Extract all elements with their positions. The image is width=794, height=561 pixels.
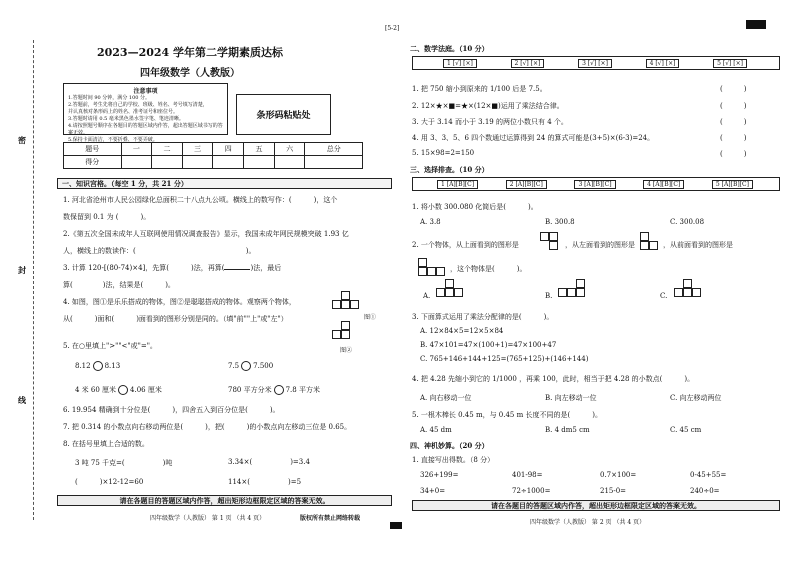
- choice-q5-opt-a[interactable]: A. 45 dm: [420, 426, 452, 434]
- q3-line-a: 3. 计算 120-[(80-74)×4]，先算( )法，再算( )法，最后: [63, 264, 282, 272]
- score-header: 二: [152, 143, 183, 156]
- q5-compare-row1: 8.12 8.13: [75, 362, 121, 370]
- choice-q2-line-b: ，从左面看到的图形是: [565, 241, 635, 249]
- seal-line: [33, 40, 34, 520]
- choice-q1-opt-c[interactable]: C. 300.08: [670, 218, 705, 226]
- choice-q2-opt-b[interactable]: B.: [545, 292, 553, 300]
- q8-row2b: 114×( )=5: [228, 478, 302, 486]
- judge-answer-5[interactable]: 5 [√] [×]: [713, 59, 747, 68]
- score-header: 四: [213, 143, 244, 156]
- notice-item: 5.保持卡面清洁，不要折叠、不要弄破。: [68, 137, 158, 143]
- choice-answer-3[interactable]: 3 [A][B][C]: [574, 180, 615, 189]
- section3-title: 三、选择排查。（10 分）: [410, 165, 489, 174]
- q2-line-a: 2.《第五次全国未成年人互联网使用情况调查报告》显示，我国未成年网民规模突破 1.93 亿: [63, 230, 349, 238]
- calc-item[interactable]: 72÷1000=: [512, 487, 551, 495]
- score-cell[interactable]: [213, 156, 244, 169]
- exam-title: 2023—2024 学年第二学期素质达标: [96, 46, 284, 59]
- judge-answer-paren[interactable]: ( ): [720, 85, 747, 93]
- q5-compare-row2: 4 米 60 厘米 4.06 厘米: [75, 386, 162, 394]
- q8-row1a: 3 吨 75 千克=( )吨: [75, 459, 173, 467]
- notice-title: 注意事项: [133, 88, 158, 95]
- q4-line-a: 4. 如图，图①是乐乐搭成的物体，图②是聪聪搭成的物体。观察两个物体，: [63, 298, 296, 306]
- compare-circle[interactable]: [93, 361, 103, 371]
- calc-item[interactable]: 0-45+55=: [690, 471, 727, 479]
- calc-item[interactable]: 34+0=: [420, 487, 446, 495]
- choice-answer-1[interactable]: 1 [A][B][C]: [437, 180, 478, 189]
- judge-answer-paren[interactable]: ( ): [720, 102, 747, 110]
- seal-label-mi: 密: [18, 135, 26, 145]
- calc-item[interactable]: 240÷0=: [690, 487, 720, 495]
- choice-q3-opt-c[interactable]: C. 765+146+144+125=(765+125)+(146+144): [420, 355, 589, 363]
- exam-subtitle: 四年级数学（人教版）: [140, 68, 240, 79]
- section3-answer-box: [412, 177, 780, 191]
- q8-row2a: ( )×12-12=60: [75, 478, 144, 486]
- notice-item: 1.答题时间 90 分钟，满分 100 分。: [68, 95, 151, 101]
- q2-line-b: 人，横线上的数读作：( )。: [63, 247, 256, 255]
- judge-q1: 1. 把 750 缩小到原来的 1/100 后是 7.5。: [412, 85, 547, 93]
- q3-line-b: 算( )法，结果是( )。: [63, 281, 175, 289]
- choice-q4: 4. 把 4.28 先缩小到它的 1/1000 ，再乘 100，此时，相当于把 4.28 的小数点( )。: [412, 375, 695, 383]
- judge-answer-1[interactable]: 1 [√] [×]: [443, 59, 477, 68]
- judge-answer-4[interactable]: 4 [√] [×]: [646, 59, 680, 68]
- notice-item: 并认真核对条形码上的姓名、准考证号和座位号。: [68, 109, 179, 115]
- corner-marker-bottom-center: [390, 522, 402, 529]
- score-cell[interactable]: [182, 156, 213, 169]
- choice-answer-2[interactable]: 2 [A][B][C]: [506, 180, 547, 189]
- q5-compare-row1b: 7.5 7.500: [228, 362, 274, 370]
- barcode-area: 条形码粘贴处: [236, 94, 331, 135]
- score-header: 三: [182, 143, 213, 156]
- judge-q3: 3. 大于 3.14 而小于 3.19 的两位小数只有 4 个。: [412, 118, 568, 126]
- choice-q1: 1. 将小数 300.080 化简后是( )。: [412, 203, 538, 211]
- calc-item[interactable]: 326+199=: [420, 471, 459, 479]
- score-header: 总分: [305, 143, 363, 156]
- score-header: 六: [274, 143, 305, 156]
- q8-row1b: 3.34×( )=3.4: [228, 458, 310, 466]
- calc-item[interactable]: 0.7×100=: [600, 471, 637, 479]
- choice-q4-opt-a[interactable]: A. 向右移动一位: [420, 394, 472, 402]
- choice-q2-line-d: ，这个物体是( )。: [450, 265, 527, 273]
- choice-q5-opt-c[interactable]: C. 45 cm: [670, 426, 702, 434]
- judge-q4: 4. 用 3、3、5、6 四个数通过运算得到 24 的算式可能是(3+5)×(6-3)=24。: [412, 134, 655, 142]
- choice-q2-line-a: 2. 一个物体，从上面看到的图形是: [412, 241, 519, 249]
- judge-q5: 5. 15×98=2=150: [412, 149, 475, 157]
- choice-q2-opt-a[interactable]: A.: [423, 292, 431, 300]
- section2-answer-box: [412, 56, 780, 70]
- choice-q5-opt-b[interactable]: B. 4 dm5 cm: [545, 426, 590, 434]
- figure2-label: 图②: [340, 347, 353, 354]
- top-mark-label: [5-2]: [385, 25, 400, 32]
- compare-circle[interactable]: [118, 385, 128, 395]
- q1-line-a: 1. 河北省沧州市人民公园绿化总面积二十八点九公顷。横线上的数写作：( )，这个: [63, 196, 338, 204]
- score-cell[interactable]: [121, 156, 152, 169]
- choice-q3: 3. 下面算式运用了乘法分配律的是( )。: [412, 313, 554, 321]
- score-table: [63, 142, 363, 169]
- copyright-note: 版权所有禁止网络转载: [300, 515, 361, 522]
- section2-title: 二、数学法庭。（10 分）: [410, 44, 489, 53]
- judge-answer-2[interactable]: 2 [√] [×]: [511, 59, 545, 68]
- choice-q1-opt-b[interactable]: B. 300.8: [545, 218, 575, 226]
- right-footer-warning: 请在各题目的答题区域内作答，超出矩形边框限定区域的答案无效。: [412, 500, 780, 511]
- score-header: 一: [121, 143, 152, 156]
- answer-blank[interactable]: [224, 269, 250, 270]
- seal-label-xian: 线: [18, 395, 26, 405]
- figure1-label: 图①: [364, 314, 377, 321]
- score-cell[interactable]: [244, 156, 275, 169]
- left-page-number: 四年级数学（人教版） 第 1 页 （共 4 页）: [150, 515, 266, 522]
- judge-answer-paren[interactable]: ( ): [720, 150, 747, 158]
- calc-subtitle: 1. 直接写出得数。（8 分）: [412, 456, 495, 464]
- q6-line: 6. 19.954 精确到十分位是( )，四舍五入到百分位是( )。: [63, 406, 280, 414]
- compare-circle[interactable]: [274, 385, 284, 395]
- q5-title: 5. 在○里填上">""<"或"="。: [63, 342, 157, 350]
- choice-q3-opt-b[interactable]: B. 47×101=47×(100+1)=47×100+47: [420, 341, 557, 349]
- choice-q2-line-c: ，从前面看到的图形是: [663, 241, 733, 249]
- section1-title: 一、知识宫格。（每空 1 分，共 21 分）: [57, 178, 392, 189]
- choice-q1-opt-a[interactable]: A. 3.8: [420, 218, 441, 226]
- notice-item: 3.答题时请用 0.5 毫米黑色墨水签字笔、笔迹清晰。: [68, 116, 184, 122]
- q8-title: 8. 在括号里填上合适的数。: [63, 440, 149, 448]
- right-page-number: 四年级数学（人教版） 第 2 页 （共 4 页）: [530, 519, 646, 526]
- judge-q2: 2. 12×★×■=★×(12×■)运用了乘法结合律。: [412, 102, 564, 110]
- choice-answer-5[interactable]: 5 [A][B][C]: [712, 180, 753, 189]
- q1-line-b: 数保留到 0.1 为 ( )。: [63, 213, 151, 221]
- score-cell[interactable]: [152, 156, 183, 169]
- notice-item: 2.答题前，考生先将自己的学校、班级、姓名、考号填写清楚，: [68, 102, 208, 108]
- q7-line: 7. 把 0.314 的小数点向右移动两位是( )，把( )的小数点向左移动三位是 0.65。: [63, 423, 352, 431]
- judge-answer-paren[interactable]: ( ): [720, 118, 747, 126]
- choice-q4-opt-c[interactable]: C. 向左移动两位: [670, 394, 722, 402]
- section4-title: 四、神机妙算。（20 分）: [410, 441, 489, 450]
- score-header: 题号: [64, 143, 122, 156]
- calc-item[interactable]: 401-98=: [512, 471, 543, 479]
- judge-answer-paren[interactable]: ( ): [720, 134, 747, 142]
- calc-item[interactable]: 215-0=: [600, 487, 627, 495]
- score-header: 五: [244, 143, 275, 156]
- corner-marker-top-right: [746, 20, 766, 29]
- notice-box: [63, 83, 228, 143]
- choice-q4-opt-b[interactable]: B. 向左移动一位: [545, 394, 597, 402]
- choice-q3-opt-a[interactable]: A. 12×84×5=12×5×84: [420, 327, 504, 335]
- q4-line-b: 从( )面和( )面看到的图形分别是同的。（填"前""上"或"左"）: [63, 315, 288, 323]
- left-footer-warning: 请在各题目的答题区域内作答，超出矩形边框限定区域的答案无效。: [57, 495, 392, 506]
- choice-q2-opt-c[interactable]: C.: [660, 292, 668, 300]
- judge-answer-3[interactable]: 3 [√] [×]: [578, 59, 612, 68]
- choice-answer-4[interactable]: 4 [A][B][C]: [643, 180, 684, 189]
- score-row-label: 得分: [64, 156, 122, 169]
- notice-item: 4.请按照题号顺序在各题目的答题区域内作答，超出答题区域书写的答案无效。: [68, 123, 223, 136]
- q5-compare-row2b: 780 平方分米 7.8 平方米: [228, 386, 320, 394]
- compare-circle[interactable]: [241, 361, 251, 371]
- score-cell[interactable]: [274, 156, 305, 169]
- seal-label-feng: 封: [18, 265, 26, 275]
- score-cell[interactable]: [305, 156, 363, 169]
- choice-q5: 5. 一根木棒长 0.45 m，与 0.45 m 长度不同的是( )。: [412, 411, 602, 419]
